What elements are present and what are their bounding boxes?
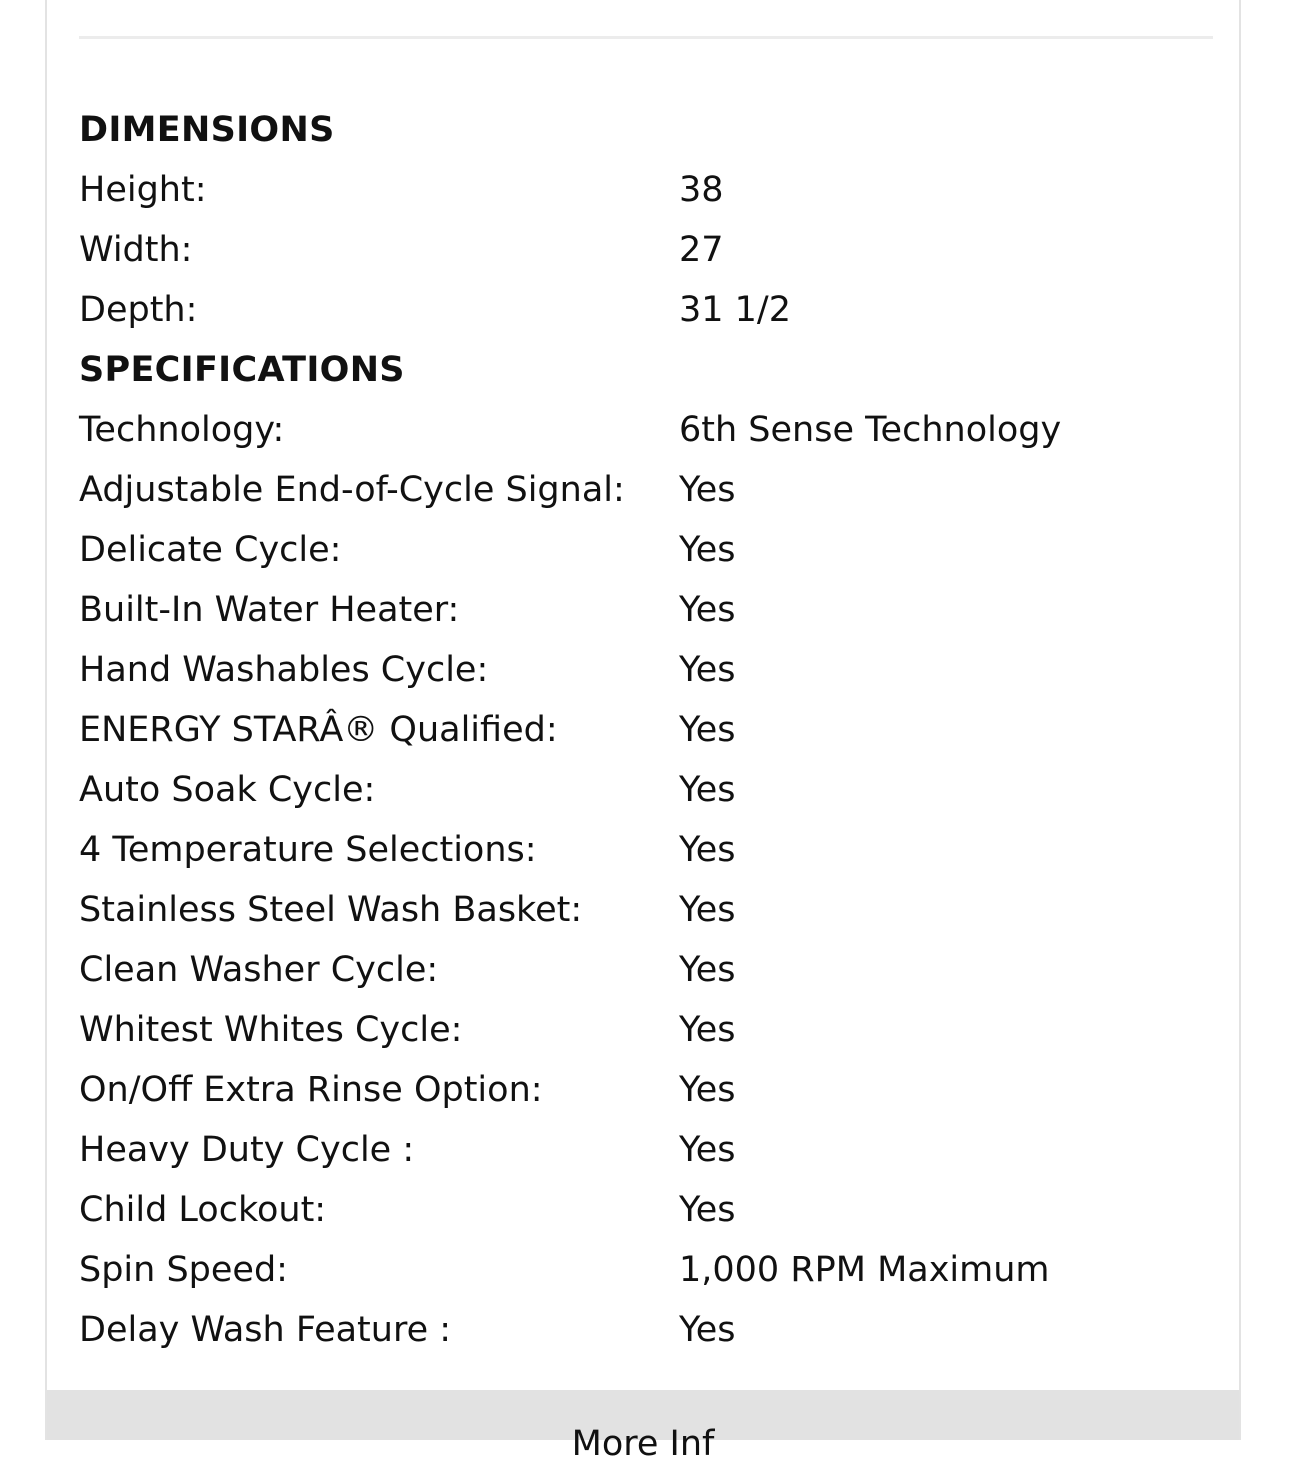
spec-label: Heavy Duty Cycle : [79, 1130, 415, 1170]
spec-label: Clean Washer Cycle: [79, 950, 439, 990]
spec-value: Yes [679, 710, 736, 750]
spec-row-energy-star [79, 700, 1213, 760]
spec-label: Hand Washables Cycle: [79, 650, 489, 690]
spec-value: 27 [679, 230, 724, 270]
spec-list [79, 100, 1213, 1360]
spec-row-heavy-duty [79, 1120, 1213, 1180]
spec-value: Yes [679, 1070, 736, 1110]
spec-row-water-heater [79, 580, 1213, 640]
spec-label: On/Off Extra Rinse Option: [79, 1070, 543, 1110]
spec-label: Adjustable End-of-Cycle Signal: [79, 470, 625, 510]
spec-value: Yes [679, 1310, 736, 1350]
dimensions-heading: DIMENSIONS [79, 110, 335, 150]
spec-value: 38 [679, 170, 724, 210]
spec-row-whitest-whites [79, 1000, 1213, 1060]
spec-value: Yes [679, 1130, 736, 1170]
spec-label: Delay Wash Feature : [79, 1310, 452, 1350]
spec-label: Technology: [79, 410, 285, 450]
spec-value: Yes [679, 1190, 736, 1230]
spec-row-technology [79, 400, 1213, 460]
spec-value: 1,000 RPM Maximum [679, 1250, 1050, 1290]
spec-value: Yes [679, 770, 736, 810]
spec-label: Depth: [79, 290, 198, 330]
spec-label: Child Lockout: [79, 1190, 327, 1230]
spec-label: Width: [79, 230, 193, 270]
spec-row-delicate-cycle [79, 520, 1213, 580]
spec-label: Stainless Steel Wash Basket: [79, 890, 583, 930]
spec-row-extra-rinse [79, 1060, 1213, 1120]
spec-label: ENERGY STARÂ® Qualified: [79, 710, 558, 750]
spec-row-temperature-selections [79, 820, 1213, 880]
spec-value: Yes [679, 530, 736, 570]
spec-row-width [79, 220, 1213, 280]
spec-value: Yes [679, 1010, 736, 1050]
spec-row-delay-wash [79, 1300, 1213, 1360]
spec-row-end-of-cycle-signal [79, 460, 1213, 520]
spec-value: 6th Sense Technology [679, 410, 1062, 450]
spec-row-auto-soak [79, 760, 1213, 820]
spec-value: Yes [679, 950, 736, 990]
spec-value: Yes [679, 590, 736, 630]
spec-label: Whitest Whites Cycle: [79, 1010, 463, 1050]
spec-label: Spin Speed: [79, 1250, 288, 1290]
spec-row-hand-washables [79, 640, 1213, 700]
spec-row-depth [79, 280, 1213, 340]
more-info-button[interactable] [47, 1390, 1239, 1464]
spec-row-wash-basket [79, 880, 1213, 940]
spec-row-height [79, 160, 1213, 220]
spec-value: 31 1/2 [679, 290, 791, 330]
spec-label: Built-In Water Heater: [79, 590, 460, 630]
spec-label: 4 Temperature Selections: [79, 830, 537, 870]
spec-value: Yes [679, 830, 736, 870]
spec-row-spin-speed [79, 1240, 1213, 1300]
section-divider [79, 36, 1213, 39]
spec-value: Yes [679, 470, 736, 510]
spec-row-clean-washer [79, 940, 1213, 1000]
spec-label: Height: [79, 170, 207, 210]
spec-label: Auto Soak Cycle: [79, 770, 376, 810]
spec-value: Yes [679, 650, 736, 690]
spec-value: Yes [679, 890, 736, 930]
more-info-label: More Inf [571, 1424, 715, 1464]
spec-card [45, 0, 1241, 1464]
spec-row-child-lockout [79, 1180, 1213, 1240]
spec-label: Delicate Cycle: [79, 530, 342, 570]
specifications-heading: SPECIFICATIONS [79, 350, 405, 390]
